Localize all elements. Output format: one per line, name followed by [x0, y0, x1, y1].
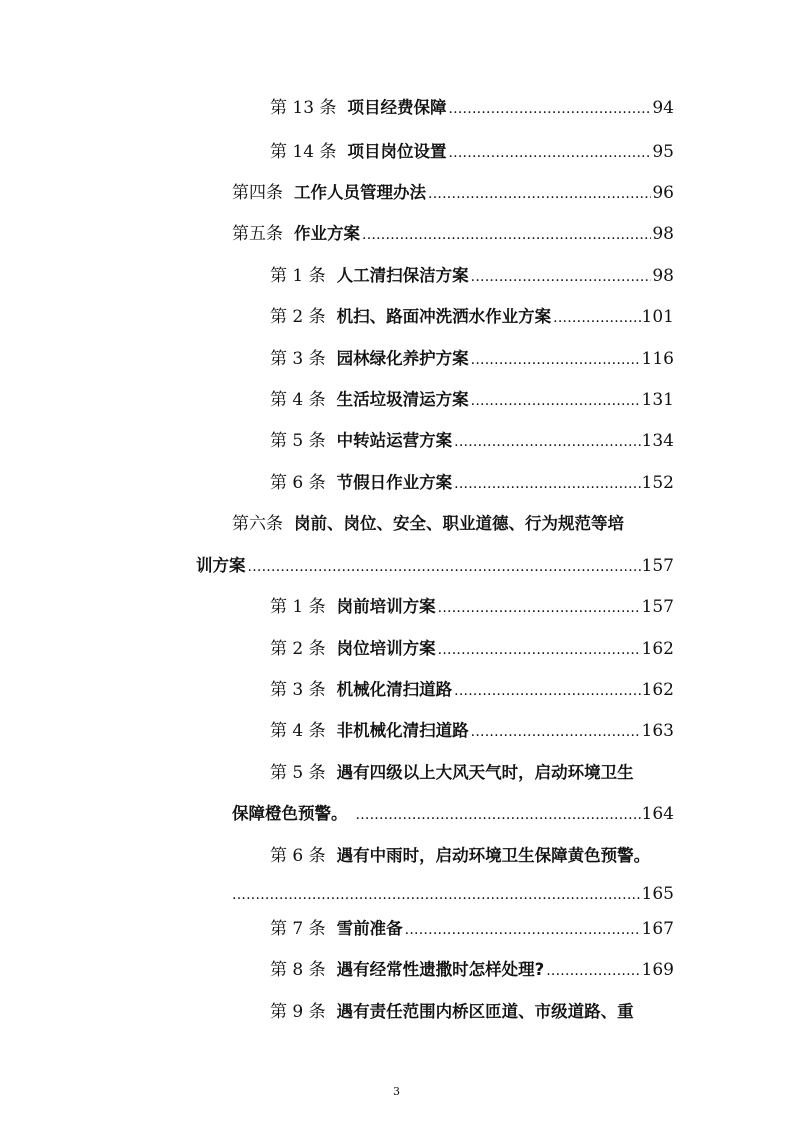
toc-title: 遇有四级以上大风天气时，启动环境卫生 — [336, 763, 634, 782]
toc-title: 雪前准备 — [336, 919, 403, 938]
toc-section-label: 第 3 条 — [270, 680, 326, 700]
toc-entry[interactable] — [270, 265, 674, 288]
toc-leader — [454, 472, 640, 495]
toc-leader — [546, 959, 640, 982]
toc-leader — [471, 348, 641, 371]
toc-section-label: 第 1 条 — [270, 266, 326, 286]
toc-page: 157 — [641, 597, 674, 617]
toc-entry[interactable] — [270, 762, 674, 784]
toc-title: 生活垃圾清运方案 — [336, 390, 469, 409]
toc-entry[interactable] — [270, 959, 674, 982]
toc-section-label: 第 9 条 — [270, 1002, 326, 1022]
toc-title: 节假日作业方案 — [336, 473, 453, 492]
toc-leader — [448, 97, 651, 120]
toc-section-label: 第 5 条 — [270, 763, 326, 783]
toc-section-label: 第 3 条 — [270, 349, 326, 369]
toc-title: 遇有中雨时，启动环境卫生保障黄色预警。 — [336, 846, 651, 865]
toc-page: 94 — [652, 98, 674, 118]
toc-page: 134 — [641, 431, 674, 451]
toc-entry[interactable] — [270, 348, 674, 371]
toc-page: 96 — [652, 183, 674, 203]
toc-entry[interactable] — [270, 845, 690, 867]
toc-page: 152 — [641, 473, 674, 493]
toc-section-label: 第 8 条 — [270, 960, 326, 980]
toc-page: 95 — [652, 142, 674, 162]
toc-title: 项目岗位设置 — [347, 142, 447, 161]
toc-page: 165 — [641, 884, 674, 904]
toc-title: 遇有经常性遗撒时怎样处理? — [336, 960, 545, 979]
toc-entry[interactable] — [270, 596, 674, 619]
toc-section-label: 第 5 条 — [270, 431, 326, 451]
toc-entry[interactable] — [270, 638, 674, 661]
toc-leader — [454, 679, 640, 702]
toc-section-label: 第 6 条 — [270, 846, 326, 866]
toc-page: 101 — [641, 307, 674, 327]
toc-leader — [454, 430, 640, 453]
toc-title: 训方案 — [196, 556, 246, 575]
toc-section-label: 第 4 条 — [270, 721, 326, 741]
toc-title: 机扫、路面冲洗洒水作业方案 — [336, 307, 552, 326]
toc-entry[interactable] — [270, 141, 674, 164]
toc-title: 岗前培训方案 — [336, 597, 436, 616]
toc-section-label: 第 14 条 — [270, 142, 337, 162]
page-number: 3 — [393, 1085, 400, 1098]
toc-section-label: 第 4 条 — [270, 390, 326, 410]
toc-title: 作业方案 — [294, 224, 360, 243]
toc-leader — [405, 918, 641, 941]
toc-title: 项目经费保障 — [347, 98, 447, 117]
toc-page: 98 — [652, 266, 674, 286]
toc-page: 163 — [641, 721, 674, 741]
toc-title: 园林绿化养护方案 — [336, 349, 469, 368]
toc-page: 162 — [641, 680, 674, 700]
toc-page: 116 — [641, 349, 674, 369]
toc-section-label: 第六条 — [232, 514, 283, 534]
toc-section-label: 第 1 条 — [270, 597, 326, 617]
toc-section-label: 第五条 — [232, 224, 283, 244]
toc-leader — [248, 555, 641, 578]
toc-section-label: 第 6 条 — [270, 473, 326, 493]
toc-page: 167 — [641, 919, 674, 939]
toc-title: 机械化清扫道路 — [336, 680, 453, 699]
toc-leader — [362, 223, 651, 246]
toc-entry[interactable] — [270, 306, 674, 329]
toc-title: 人工清扫保洁方案 — [336, 266, 469, 285]
toc-entry[interactable] — [270, 389, 674, 412]
toc-page: 162 — [641, 639, 674, 659]
toc-title: 非机械化清扫道路 — [336, 721, 469, 740]
toc-title: 工作人员管理办法 — [294, 183, 426, 202]
toc-section-label: 第 7 条 — [270, 919, 326, 939]
toc-page: 157 — [641, 556, 674, 576]
toc-entry[interactable] — [270, 97, 674, 120]
toc-entry-continuation[interactable] — [232, 883, 674, 906]
toc-title: 岗前、岗位、安全、职业道德、行为规范等培 — [294, 514, 624, 533]
toc-section-label: 第 2 条 — [270, 307, 326, 327]
toc-leader — [553, 306, 640, 329]
toc-leader — [356, 803, 641, 826]
toc-leader — [471, 720, 641, 743]
toc-page: 169 — [641, 960, 674, 980]
toc-leader — [471, 265, 652, 288]
toc-entry-continuation[interactable] — [232, 803, 674, 826]
toc-leader — [232, 883, 641, 906]
toc-page: 164 — [641, 804, 674, 824]
toc-entry[interactable] — [232, 223, 674, 246]
toc-page: 131 — [641, 390, 674, 410]
toc-entry[interactable] — [270, 1001, 680, 1023]
toc-entry[interactable] — [232, 513, 674, 535]
toc-entry[interactable] — [270, 918, 674, 941]
toc-title: 岗位培训方案 — [336, 639, 436, 658]
toc-leader — [438, 596, 641, 619]
toc-entry[interactable] — [270, 472, 674, 495]
toc-title: 保障橙色预警。 — [232, 804, 348, 823]
toc-entry[interactable] — [232, 182, 674, 205]
toc-leader — [438, 638, 641, 661]
toc-entry[interactable] — [270, 430, 674, 453]
toc-title: 中转站运营方案 — [336, 431, 453, 450]
toc-entry-continuation[interactable] — [196, 555, 674, 578]
toc-entry[interactable] — [270, 720, 674, 743]
toc-section-label: 第 2 条 — [270, 639, 326, 659]
toc-leader — [428, 182, 651, 205]
toc-leader — [448, 141, 651, 164]
toc-leader — [471, 389, 641, 412]
toc-section-label: 第 13 条 — [270, 98, 337, 118]
toc-title: 遇有责任范围内桥区匝道、市级道路、重 — [336, 1002, 634, 1021]
toc-section-label: 第四条 — [232, 183, 283, 203]
toc-entry[interactable] — [270, 679, 674, 702]
toc-page: 98 — [652, 224, 674, 244]
